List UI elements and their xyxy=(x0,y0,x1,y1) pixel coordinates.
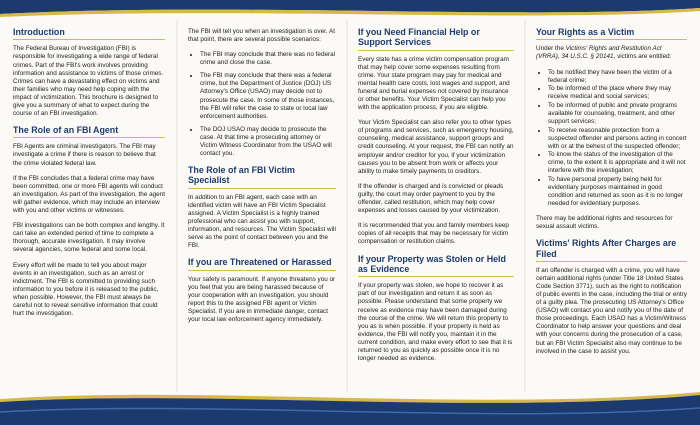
victim-specialist-paragraph: In addition to an FBI agent, each case with an identified victim will have an FBI Victim Specialist assigned. A Victim Specialist is a highly trained professional who can assist you with support, information, and resources. The Victim Specialist will serve as the point of contact between you and the FBI. xyxy=(188,193,336,249)
list-item: • To be informed of the place where they may receive medical and social services; xyxy=(548,85,687,101)
list-item: • To receive reasonable protection from a suspected offender and persons acting in concert with or at the behest of the suspected offender; xyxy=(548,127,687,151)
list-item: • To be informed of public and private programs available for counseling, treatment, and other support services; xyxy=(548,102,687,126)
financial-help-heading: If you Need Financial Help or Support Services xyxy=(358,27,514,51)
threatened-paragraph: Your safety is paramount. If anyone threatens you or you feel that you are being harassed because of your cooperation with an investigation, you should report this to the assigned FBI agent or Victim Specialist. If you are in immediate danger, contact your local law enforcement agency immediately. xyxy=(188,275,336,323)
financial-help-paragraph: It is recommended that you and family members keep copies of all receipts that may be necessary for victim compensation or restitution claims. xyxy=(358,222,509,246)
list-item: • The FBI may conclude that there was a federal crime, but the Department of Justice (DOJ) US Attorney's Office (USAO) may decide not to prosecute the case. In some of those instances, the FBI will refer the case to state or local law enforcement authorities. xyxy=(200,72,336,120)
column-rights xyxy=(536,14,687,363)
victim-rights-heading: Your Rights as a Victim xyxy=(536,27,687,40)
statute-citation: Victims' Rights and Restitution Act (VRRA), 34 U.S.C. § 20141 xyxy=(536,45,662,61)
agent-paragraph: FBI Agents are criminal investigators. The FBI may investigate a crime if there is reason to believe that the crime violated federal law. xyxy=(13,143,156,167)
scenario-list xyxy=(188,51,336,158)
property-paragraph: If your property was stolen, we hope to recover it as part of our investigation and return it as soon as possible. Please understand that some property we receive as evidence may have been damaged during the course of the crime. We will return this property to you as is when possible. If your property is held as evidence, the FBI will notify you, maintain it in the current condition, and make every effort to see that it is returned to you as quickly as possible once it is no longer needed as evidence. xyxy=(358,282,513,362)
threatened-heading: If you are Threatened or Harassed xyxy=(188,257,336,270)
rights-list xyxy=(536,69,687,208)
list-item: • The FBI may conclude that there was no federal crime and close the case. xyxy=(200,51,336,67)
column-outcomes xyxy=(188,14,336,331)
financial-help-paragraph: Your Victim Specialist can also refer you to other types of programs and services, such as emergency housing, counseling, medical assistance, support groups and credit counseling. At your request, the FBI can notify an employer and/or creditor for you, if your victimization causes you to be absent from work or affects your ability to make timely payments to creditors. xyxy=(358,119,514,175)
rights-lead: Under the Victims' Rights and Restitution Act (VRRA), 34 U.S.C. § 20141, victims are entitled: xyxy=(536,45,672,61)
column-intro xyxy=(13,14,165,325)
outcomes-lead: The FBI will tell you when an investigation is over. At that point, there are several possible scenarios: xyxy=(188,28,336,44)
agent-paragraph: Every effort will be made to tell you about major events in an investigation, such as an arrest or indictment. The FBI is committed to providing such information to you before it is released to the public, when possible. However, the FBI must always be careful not to reveal sensitive information that could hurt the investigation. xyxy=(13,261,159,317)
victim-specialist-heading: The Role of an FBI Victim Specialist xyxy=(188,165,336,189)
property-heading: If your Property was Stolen or Held as Evidence xyxy=(358,254,514,278)
agent-role-heading: The Role of an FBI Agent xyxy=(13,125,165,138)
agent-paragraph: FBI investigations can be both complex and lengthy. It can take an extended period of time to complete a thorough, accurate investigation. It may involve several agencies, some federal and some local. xyxy=(13,222,165,254)
column-help xyxy=(358,14,514,370)
intro-heading: Introduction xyxy=(13,27,165,40)
financial-help-paragraph: If the offender is charged and is convicted or pleads guilty, the court may order payment to you by the offender, called restitution, which may help cover expenses and losses caused by your victimization. xyxy=(358,182,504,214)
financial-help-paragraph: Every state has a crime victim compensation program that may help cover some expenses resulting from crime. Your state program may pay for medical and mental health care costs, lost wages and support, and funeral and burial expenses not covered by insurance or other benefits. Your Victim Specialist can help you with the application process, if you are eligible. xyxy=(358,55,510,112)
intro-paragraph: The Federal Bureau of Investigation (FBI) is responsible for investigating a wide range of federal crimes. Part of the FBI's work involves providing information and assistance to victims of those crimes. Crimes can have a devastating effect on victims and their families who may need help coping with the impact of victimization. This brochure is designed to give you a summary of what to expect during the course of an FBI investigation. xyxy=(13,45,164,117)
list-item: • To be notified they have been the victim of a federal crime; xyxy=(548,69,687,85)
list-item: • The DOJ USAO may decide to prosecute the case. At that time a prosecuting attorney or Victim Witness Coordinator from the USAO will contact you. xyxy=(200,126,336,158)
additional-rights-paragraph: There may be additional rights and resources for sexual assault victims. xyxy=(536,214,673,231)
agent-paragraph: If the FBI concludes that a federal crime may have been committed, one or more FBI agents will conduct an investigation. As part of the investigation, the agent will gather evidence, which may include an interview with you and other victims or witnesses. xyxy=(13,174,165,214)
charges-filed-paragraph: If an offender is charged with a crime, you will have certain additional rights (under Title 18 United States Code Section 3771), such as the right to notification of public events in the case, including the trial or entry of a guilty plea. The prosecuting US Attorney's Office (USAO) will contact you and notify you of the date of those proceedings. Each USAO has a Victim/Witness Coordinator to help answer your questions and deal with your concerns during the prosecution of a case, but an FBI Victim Specialist also may continue to be involved in the case to assist you. xyxy=(536,267,687,355)
charges-filed-heading: Victims' Rights After Charges are Filed xyxy=(536,238,687,262)
list-item: • To have personal property being held for evidentiary purposes maintained in good condition and returned as soon as it is no longer needed for evidentiary purposes. xyxy=(548,176,687,208)
list-item: • To know the status of the investigation of the crime, to the extent it is appropriate and it will not interfere with the investigation; xyxy=(548,151,687,175)
